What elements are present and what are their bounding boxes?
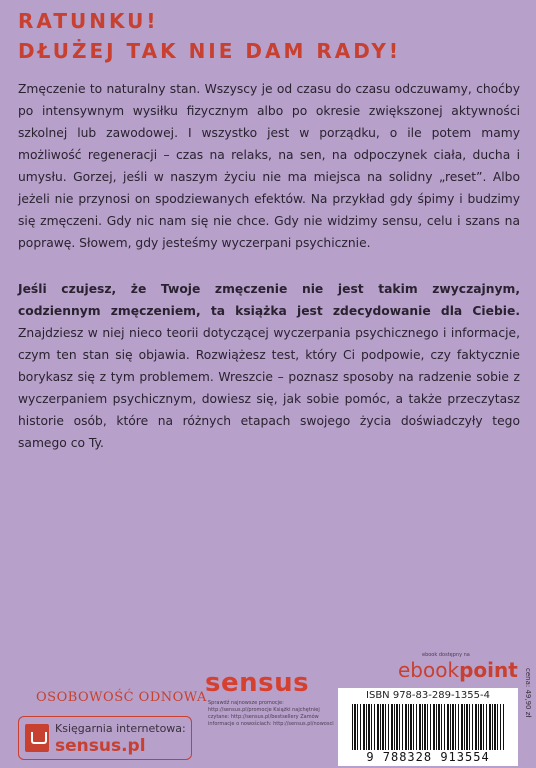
ebookpoint-caption: ebook dostępny na [422,652,470,658]
online-shop-box[interactable] [18,716,192,760]
headline-line-1: RATUNKU! [18,9,159,33]
promo-links: Sprawdź najnowsze promocje: http://sensus.pl/promocje Książki najchętniej czytane: http://sensus.pl/bestsellery Zamów informacje o nowościach: http://sensus.pl/nowosci [208,700,334,727]
pitch-body: Znajdziesz w niej nieco teorii dotyczącej wyczerpania psychicznego i informacje, czym ten stan się objawia. Rozwiążesz test, który Ci podpowie, czy faktycznie borykasz się z tym problemem. Wreszcie – poznasz sposoby na radzenie sobie z wyczerpaniem psychicznym, dowiesz się, jak sobie pomóc, a także przeczytasz historie osób, które na różnych etapach swojego życia doświadczyły tego samego co Ty. [18,326,520,450]
ebookpoint-logo-bold: point [459,658,518,682]
barcode-bars [352,704,504,750]
headline-line-2: DŁUŻEJ TAK NIE DAM RADY! [18,39,401,63]
isbn-barcode [338,688,518,766]
pitch-paragraph [18,278,520,454]
barcode-number: 9 788328 913554 [366,750,490,764]
ebookpoint-logo-light: ebook [398,658,460,682]
publisher-logo: sensus [205,668,310,698]
isbn-text: ISBN 978-83-289-1355-4 [366,690,490,701]
headline [18,6,401,66]
price-label: cena: 49,90 zł [524,668,532,718]
cart-icon [25,724,49,752]
series-name: OSOBOWOŚĆ ODNOWA [36,690,207,705]
description-paragraph: Zmęczenie to naturalny stan. Wszyscy je od czasu do czasu odczuwamy, choćby po intensywnym wysiłku fizycznym albo po okresie zwiększonej aktywności szkolnej lub zawodowej. I wszystko jest w porządku, o ile potem mamy możliwość regeneracji – czas na relaks, na sen, na odpoczynek ciała, ducha i umysłu. Gorzej, jeśli w naszym życiu nie ma miejsca na solidny „reset”. Albo jeżeli nie przynosi on spodziewanych efektów. Na przykład gdy śpimy i budzimy się zmęczeni. Gdy nic nam się nie chce. Gdy nie widzimy sensu, celu i szans na poprawę. Słowem, gdy jesteśmy wyczerpani psychicznie. [18,82,520,250]
shop-url[interactable]: sensus.pl [55,736,146,756]
ebookpoint-logo [398,658,518,682]
shop-label: Księgarnia internetowa: [55,722,186,735]
pitch-lead: Jeśli czujesz, że Twoje zmęczenie nie jest takim zwyczajnym, codziennym zmęczeniem, ta książka jest zdecydowanie dla Ciebie. [18,282,520,318]
